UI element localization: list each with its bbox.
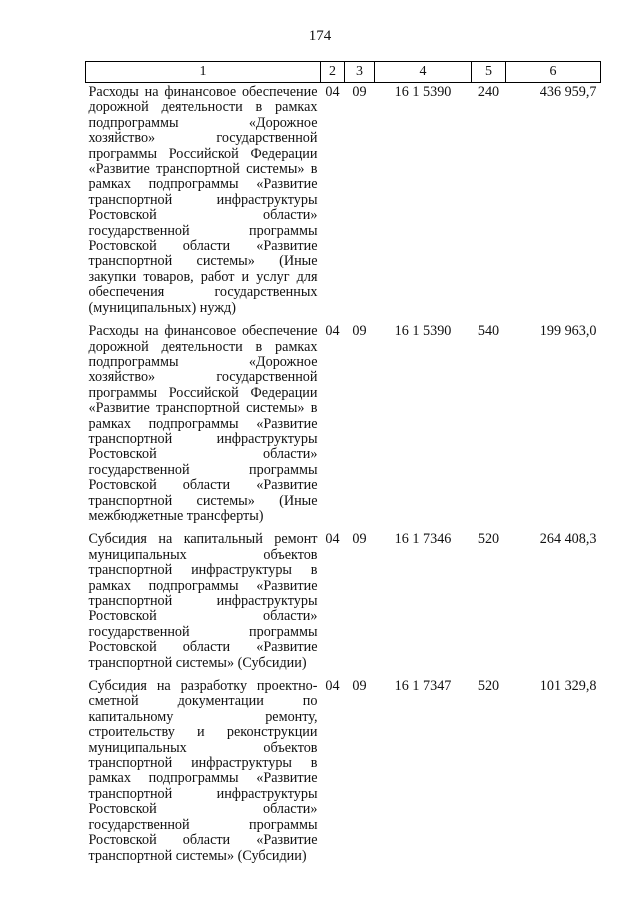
header-cell-5: 5 bbox=[472, 62, 506, 83]
row-subsection-code: 09 bbox=[352, 678, 367, 695]
header-cell-2: 2 bbox=[321, 62, 345, 83]
table-row bbox=[86, 530, 601, 677]
row-amount: 436 959,7 bbox=[539, 84, 597, 100]
row-description: Расходы на финансовое обеспечение дорожной деятельности в рамках подпрограммы «Дорожное хозяйство» государственной программы Российской Федерации «Развитие транспортной системы» в рамках подпрограммы «Развитие транспортной инфраструктуры Ростовской области» государственной программы Ростовской области «Развитие транспортной системы» (Иные межбюджетные трансферты) bbox=[88, 323, 318, 524]
row-target-article: 16 1 7346 bbox=[394, 531, 452, 548]
row-expense-type: 520 bbox=[477, 531, 500, 548]
row-amount: 264 408,3 bbox=[539, 531, 597, 548]
table-row bbox=[86, 322, 601, 530]
row-section-code: 04 bbox=[325, 323, 340, 340]
header-cell-3: 3 bbox=[345, 62, 375, 83]
row-description: Расходы на финансовое обеспечение дорожной деятельности в рамках подпрограммы «Дорожное хозяйство» государственной программы Российской Федерации «Развитие транспортной системы» в рамках подпрограммы «Развитие транспортной инфраструктуры Ростовской области» государственной программы Ростовской области «Развитие транспортной системы» (Иные закупки товаров, работ и услуг для обеспечения государственных (муниципальных) нужд) bbox=[88, 84, 318, 316]
header-cell-1: 1 bbox=[86, 62, 321, 83]
row-target-article: 16 1 5390 bbox=[394, 323, 452, 340]
table-row bbox=[86, 677, 601, 870]
page-number: 174 bbox=[308, 28, 332, 44]
header-row bbox=[86, 62, 601, 83]
row-expense-type: 540 bbox=[477, 323, 500, 340]
row-expense-type: 520 bbox=[477, 678, 500, 695]
row-subsection-code: 09 bbox=[352, 323, 367, 340]
row-subsection-code: 09 bbox=[352, 84, 367, 100]
row-section-code: 04 bbox=[325, 678, 340, 695]
row-subsection-code: 09 bbox=[352, 531, 367, 548]
row-amount: 101 329,8 bbox=[539, 678, 597, 695]
row-target-article: 16 1 7347 bbox=[394, 678, 452, 695]
table-row bbox=[86, 83, 601, 323]
row-target-article: 16 1 5390 bbox=[394, 84, 452, 100]
budget-table bbox=[85, 61, 601, 870]
row-section-code: 04 bbox=[325, 84, 340, 100]
row-section-code: 04 bbox=[325, 531, 340, 548]
row-expense-type: 240 bbox=[477, 84, 500, 100]
row-description: Субсидия на капитальный ремонт муниципальных объектов транспортной инфраструктуры в рамках подпрограммы «Развитие транспортной инфраструктуры Ростовской области» государственной программы Ростовской области «Развитие транспортной системы» (Субсидии) bbox=[88, 531, 318, 671]
row-amount: 199 963,0 bbox=[539, 323, 597, 340]
row-description: Субсидия на разработку проектно-сметной документации по капитальному ремонту, строительству и реконструкции муниципальных объектов транспортной инфраструктуры в рамках подпрограммы «Развитие транспортной инфраструктуры Ростовской области» государственной программы Ростовской области «Развитие транспортной системы» (Субсидии) bbox=[88, 678, 318, 864]
header-cell-4: 4 bbox=[375, 62, 472, 83]
header-cell-6: 6 bbox=[506, 62, 601, 83]
